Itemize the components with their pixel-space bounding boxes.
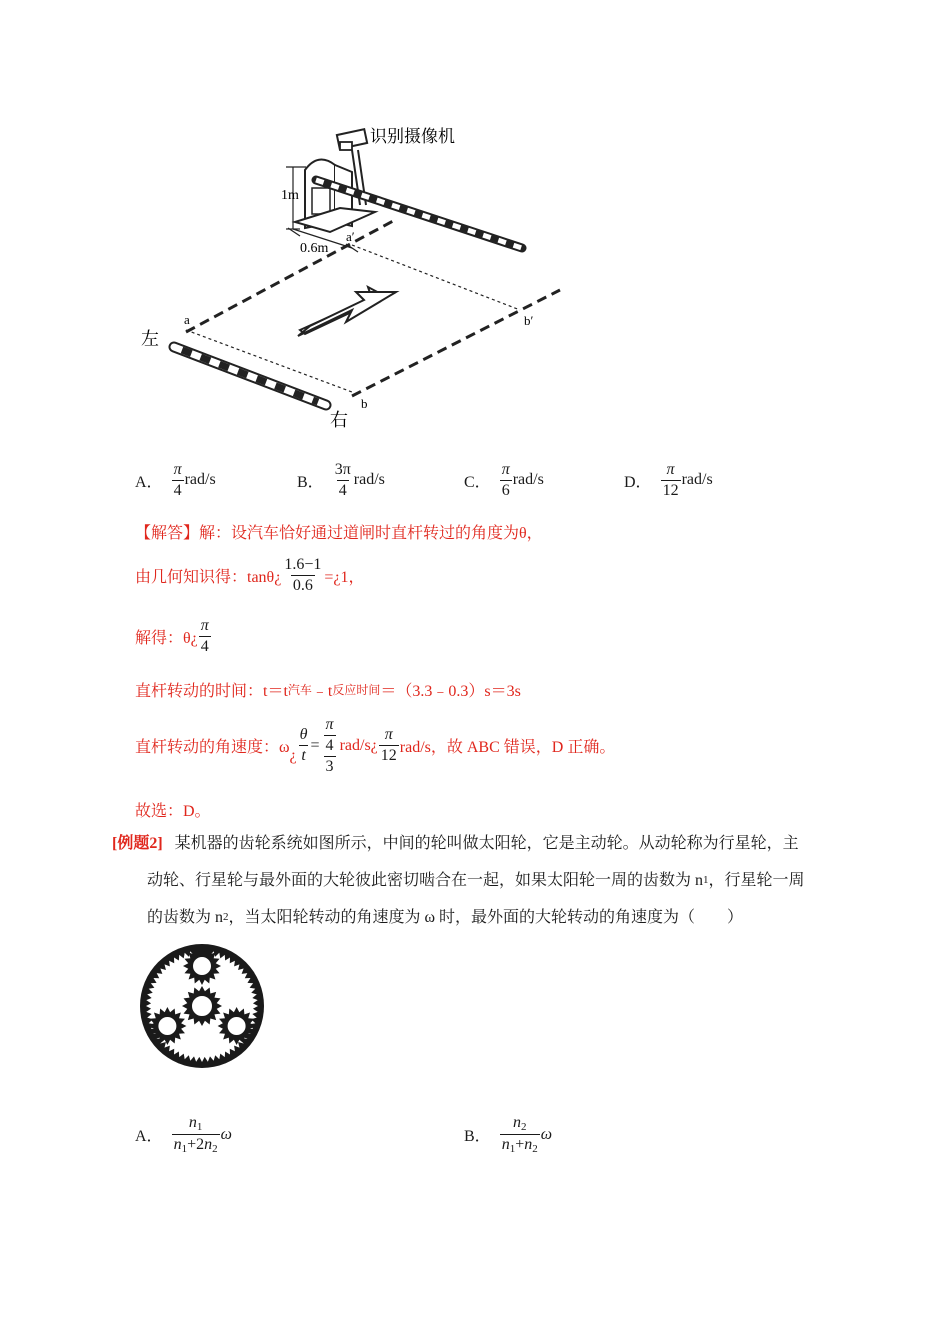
lower-barrier-arm [174, 347, 326, 405]
sun-gear-hub [191, 995, 213, 1017]
point-a: a [184, 312, 190, 327]
q1-option-d[interactable]: D． $\frac{\pi}{12}$ rad/s [624, 461, 713, 499]
solution-line-6: 故选：D。 [135, 803, 211, 820]
camera-label: 识别摄像机 [370, 127, 455, 147]
point-b: b [361, 396, 368, 411]
right-label: 右 [330, 410, 348, 431]
width-label: 0.6m [300, 241, 329, 256]
point-b-prime: b′ [524, 313, 534, 328]
road-gate-figure [130, 115, 570, 435]
q2-options [135, 1114, 835, 1164]
point-a-prime: a′ [346, 229, 355, 244]
solution-line-4: 直杆转动的时间：t＝t 汽车 ﹣t 反应时间 ＝（3.3﹣0.3）s＝3s [135, 683, 521, 700]
example2-tag: [例题2] [112, 835, 163, 852]
q1-option-b[interactable]: B． $\frac{3\pi}{4}$ rad/s [297, 461, 385, 499]
q1-options [135, 461, 835, 507]
planet-gear-hub [192, 956, 212, 976]
left-label: 左 [141, 329, 159, 350]
q1-option-c[interactable]: C． $\frac{\pi}{6}$ rad/s [464, 461, 544, 499]
gear-system-figure [138, 942, 266, 1070]
solution-line-2: 由几何知识得：tanθ¿ $\frac{1.6-1}{0.6}$ =¿1， [135, 556, 365, 594]
planet-gear-hub [227, 1016, 247, 1036]
height-label: 1m [281, 188, 299, 203]
solution-line-1: 【解答】 解：设汽车恰好通过道闸时直杆转过的角度为θ， [135, 520, 543, 543]
example2-text: [例题2] 某机器的齿轮系统如图所示，中间的轮叫做太阳轮，它是主动轮。从动轮称为行星轮，主 动轮、行星轮与最外面的大轮彼此密切啮合在一起，如果太阳轮一周的齿数为 n 1 ，行星轮一周 的齿数为 n 2 ，当太阳轮转动的角速度为 ω 时，最外面的大轮转动的角速度为（ ） [112, 825, 842, 936]
solution-line-3: 解得：θ¿ $\frac{\pi}{4}$ [135, 617, 209, 655]
planet-gear-hub [157, 1016, 177, 1036]
q1-option-a[interactable]: A． $\frac{\pi}{4}$ rad/s [135, 461, 216, 499]
solution-tag: 【解答】 [135, 525, 200, 542]
q2-option-b[interactable]: B． $\frac{n_2}{n_1+n_2}$ ω [464, 1114, 553, 1156]
q2-option-a[interactable]: A． $\frac{n_1}{n_1+2n_2}$ ω [135, 1114, 232, 1156]
solution-line-5: 直杆转动的角速度：ω ¿ $\frac{\theta}{t}$ = $\frac{\frac{\pi}{4}}{3}$ rad/s¿ $\frac{\pi}{12}$ rad/s，故 ABC 错误，D 正确。 [135, 716, 616, 775]
